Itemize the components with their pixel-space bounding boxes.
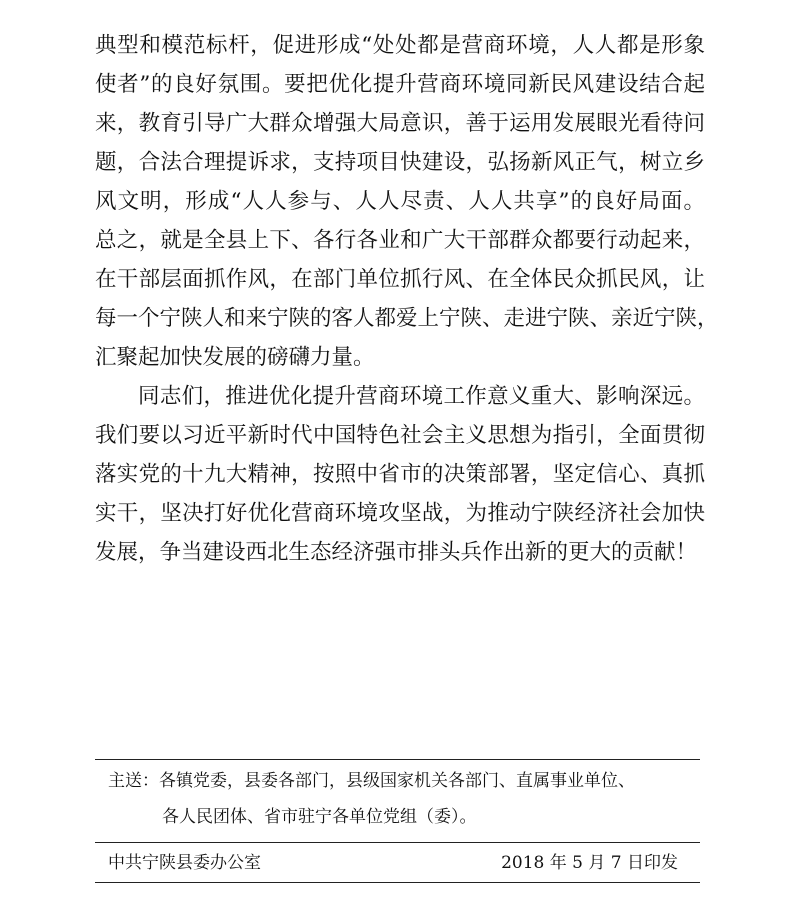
document-body bbox=[95, 26, 719, 572]
issuing-office: 中共宁陕县委办公室 bbox=[108, 853, 261, 873]
paragraph-2-line-1: 同志们，推进优化提升营商环境工作意义重大、影响深远。 bbox=[138, 384, 705, 409]
paragraph-1-line-2: 使者”的良好氛围。要把优化提升营商环境同新民风建设结合起 bbox=[95, 72, 705, 97]
paragraph-1-line-8: 每一个宁陕人和来宁陕的客人都爱上宁陕、走进宁陕、亲近宁陕， bbox=[95, 306, 719, 331]
issue-date: 2018 年 5 月 7 日印发 bbox=[501, 853, 678, 873]
paragraph-1-line-4: 题，合法合理提诉求，支持项目快建设，弘扬新风正气，树立乡 bbox=[95, 150, 705, 175]
cc-recipients-line-1: 主送：各镇党委，县委各部门，县级国家机关各部门、直属事业单位、 bbox=[108, 771, 635, 791]
paragraph-1-line-7: 在干部层面抓作风，在部门单位抓行风、在全体民众抓民风，让 bbox=[95, 267, 705, 292]
paragraph-2-line-3: 落实党的十九大精神，按照中省市的决策部署，坚定信心、真抓 bbox=[95, 462, 705, 487]
footer-top-rule bbox=[95, 759, 700, 760]
paragraph-1-line-9: 汇聚起加快发展的磅礴力量。 bbox=[95, 345, 375, 370]
paragraph-1-line-6: 总之，就是全县上下、各行各业和广大干部群众都要行动起来， bbox=[95, 228, 705, 253]
paragraph-2-line-4: 实干，坚决打好优化营商环境攻坚战，为推动宁陕经济社会加快 bbox=[95, 501, 705, 526]
paragraph-1-line-3: 来，教育引导广大群众增强大局意识，善于运用发展眼光看待问 bbox=[95, 111, 705, 136]
cc-recipients-line-2: 各人民团体、省市驻宁各单位党组（委）。 bbox=[162, 807, 477, 827]
footer-bottom-rule bbox=[95, 882, 700, 883]
paragraph-2-line-2: 我们要以习近平新时代中国特色社会主义思想为指引，全面贯彻 bbox=[95, 423, 705, 448]
paragraph-1-line-1: 典型和模范标杆，促进形成“处处都是营商环境，人人都是形象 bbox=[95, 33, 705, 58]
paragraph-2-line-5: 发展，争当建设西北生态经济强市排头兵作出新的更大的贡献！ bbox=[95, 540, 698, 565]
footer-middle-rule bbox=[95, 842, 700, 843]
paragraph-1-line-5: 风文明，形成“人人参与、人人尽责、人人共享”的良好局面。 bbox=[95, 189, 705, 214]
